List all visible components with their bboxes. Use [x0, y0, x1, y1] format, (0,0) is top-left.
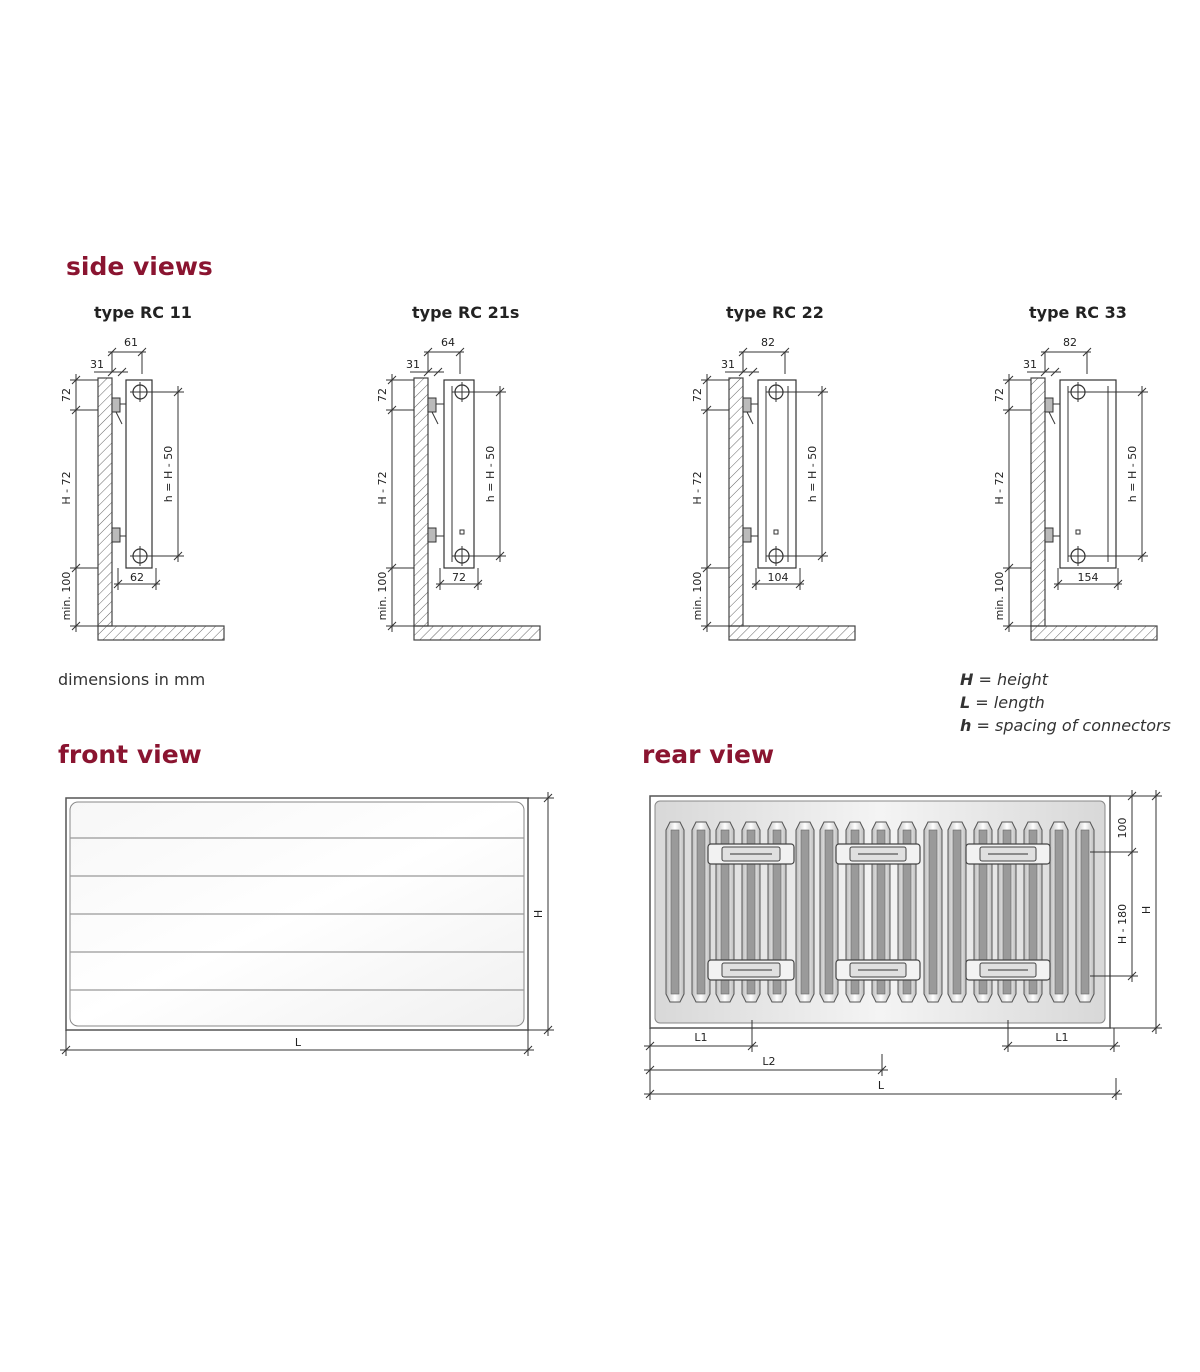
- rear-fin-core: [1055, 830, 1063, 994]
- front-length-label: L: [294, 1036, 302, 1049]
- top-depth-label: 82: [1063, 336, 1077, 349]
- top-bracket: [743, 398, 751, 412]
- top-bracket: [428, 398, 436, 412]
- legend-text: = spacing of connectors: [976, 716, 1171, 735]
- rear-l1-left-label: L1: [694, 1031, 708, 1044]
- height-minus-label: H - 72: [691, 471, 704, 505]
- type-label-rc22: type RC 22: [726, 303, 824, 322]
- top-depth-label: 64: [441, 336, 455, 349]
- rear-top-offset-label: 100: [1116, 817, 1129, 839]
- front-view-heading: front view: [58, 740, 202, 769]
- top-depth-label: 61: [124, 336, 138, 349]
- wall-offset-label: 31: [90, 358, 104, 371]
- side-view-3: [691, 336, 855, 640]
- rear-fin-core: [697, 830, 705, 994]
- legend-symbol: h: [960, 716, 972, 735]
- wall-section: [414, 378, 428, 626]
- min-floor-label: min. 100: [60, 571, 73, 621]
- connector-spacing-label: h = H - 50: [484, 445, 497, 503]
- bottom-bracket: [743, 528, 751, 542]
- wall-offset-label: 31: [406, 358, 420, 371]
- radiator-body: [444, 380, 474, 568]
- side-view-2: [376, 336, 540, 640]
- min-floor-label: min. 100: [691, 571, 704, 621]
- vent-icon: [774, 530, 778, 534]
- rear-fin-core: [929, 830, 937, 994]
- bottom-bracket: [112, 528, 120, 542]
- vent-icon: [1076, 530, 1080, 534]
- legend-symbol: L: [960, 693, 971, 712]
- connector-spacing-label: h = H - 50: [162, 445, 175, 503]
- rear-view-drawing: [644, 790, 1162, 1100]
- top-depth-label: 82: [761, 336, 775, 349]
- radiator-body: [758, 380, 796, 568]
- bottom-bracket: [1045, 528, 1053, 542]
- rear-fin-core: [953, 830, 961, 994]
- bracket-arm: [747, 412, 753, 424]
- min-floor-label: min. 100: [376, 571, 389, 621]
- wall-offset-label: 31: [721, 358, 735, 371]
- top-offset-label: 72: [60, 388, 73, 402]
- bottom-depth-label: 154: [1077, 571, 1099, 584]
- floor-section: [729, 626, 855, 640]
- rear-connector-spacing-label: H - 180: [1116, 903, 1129, 945]
- type-label-rc21s: type RC 21s: [412, 303, 520, 322]
- bottom-depth-label: 104: [767, 571, 789, 584]
- legend-text: = height: [978, 670, 1048, 689]
- min-floor-label: min. 100: [993, 571, 1006, 621]
- top-offset-label: 72: [993, 388, 1006, 402]
- top-bracket: [112, 398, 120, 412]
- side-views-heading: side views: [66, 252, 213, 281]
- rear-height-label: H: [1140, 905, 1153, 915]
- height-minus-label: H - 72: [376, 471, 389, 505]
- side-views: [60, 336, 1157, 640]
- wall-offset-label: 31: [1023, 358, 1037, 371]
- front-view-drawing: [60, 792, 554, 1056]
- rear-fin-core: [801, 830, 809, 994]
- rear-length-label: L: [877, 1079, 885, 1092]
- legend-text: = length: [975, 693, 1045, 712]
- wall-section: [729, 378, 743, 626]
- bottom-bracket: [428, 528, 436, 542]
- connector-spacing-label: h = H - 50: [1126, 445, 1139, 503]
- rear-fin-core: [671, 830, 679, 994]
- bracket-arm: [432, 412, 438, 424]
- floor-section: [1031, 626, 1157, 640]
- wall-section: [98, 378, 112, 626]
- rear-fin-core: [825, 830, 833, 994]
- type-label-rc33: type RC 33: [1029, 303, 1127, 322]
- side-view-4: [993, 336, 1157, 640]
- bracket-arm: [116, 412, 122, 424]
- bracket-arm: [1049, 412, 1055, 424]
- rear-view-heading: rear view: [642, 740, 775, 769]
- type-label-rc11: type RC 11: [94, 303, 192, 322]
- front-height-label: H: [532, 909, 545, 919]
- units-note: dimensions in mm: [58, 670, 206, 689]
- bottom-depth-label: 72: [452, 571, 466, 584]
- top-bracket: [1045, 398, 1053, 412]
- side-view-1: [60, 336, 224, 640]
- rear-fin-core: [1081, 830, 1089, 994]
- wall-section: [1031, 378, 1045, 626]
- legend-symbol: H: [960, 670, 974, 689]
- connector-spacing-label: h = H - 50: [806, 445, 819, 503]
- height-minus-label: H - 72: [993, 471, 1006, 505]
- vent-icon: [460, 530, 464, 534]
- bottom-depth-label: 62: [130, 571, 144, 584]
- rear-l2-label: L2: [762, 1055, 776, 1068]
- top-offset-label: 72: [376, 388, 389, 402]
- rear-l1-right-label: L1: [1055, 1031, 1069, 1044]
- radiator-body: [126, 380, 152, 568]
- floor-section: [98, 626, 224, 640]
- height-minus-label: H - 72: [60, 471, 73, 505]
- top-offset-label: 72: [691, 388, 704, 402]
- floor-section: [414, 626, 540, 640]
